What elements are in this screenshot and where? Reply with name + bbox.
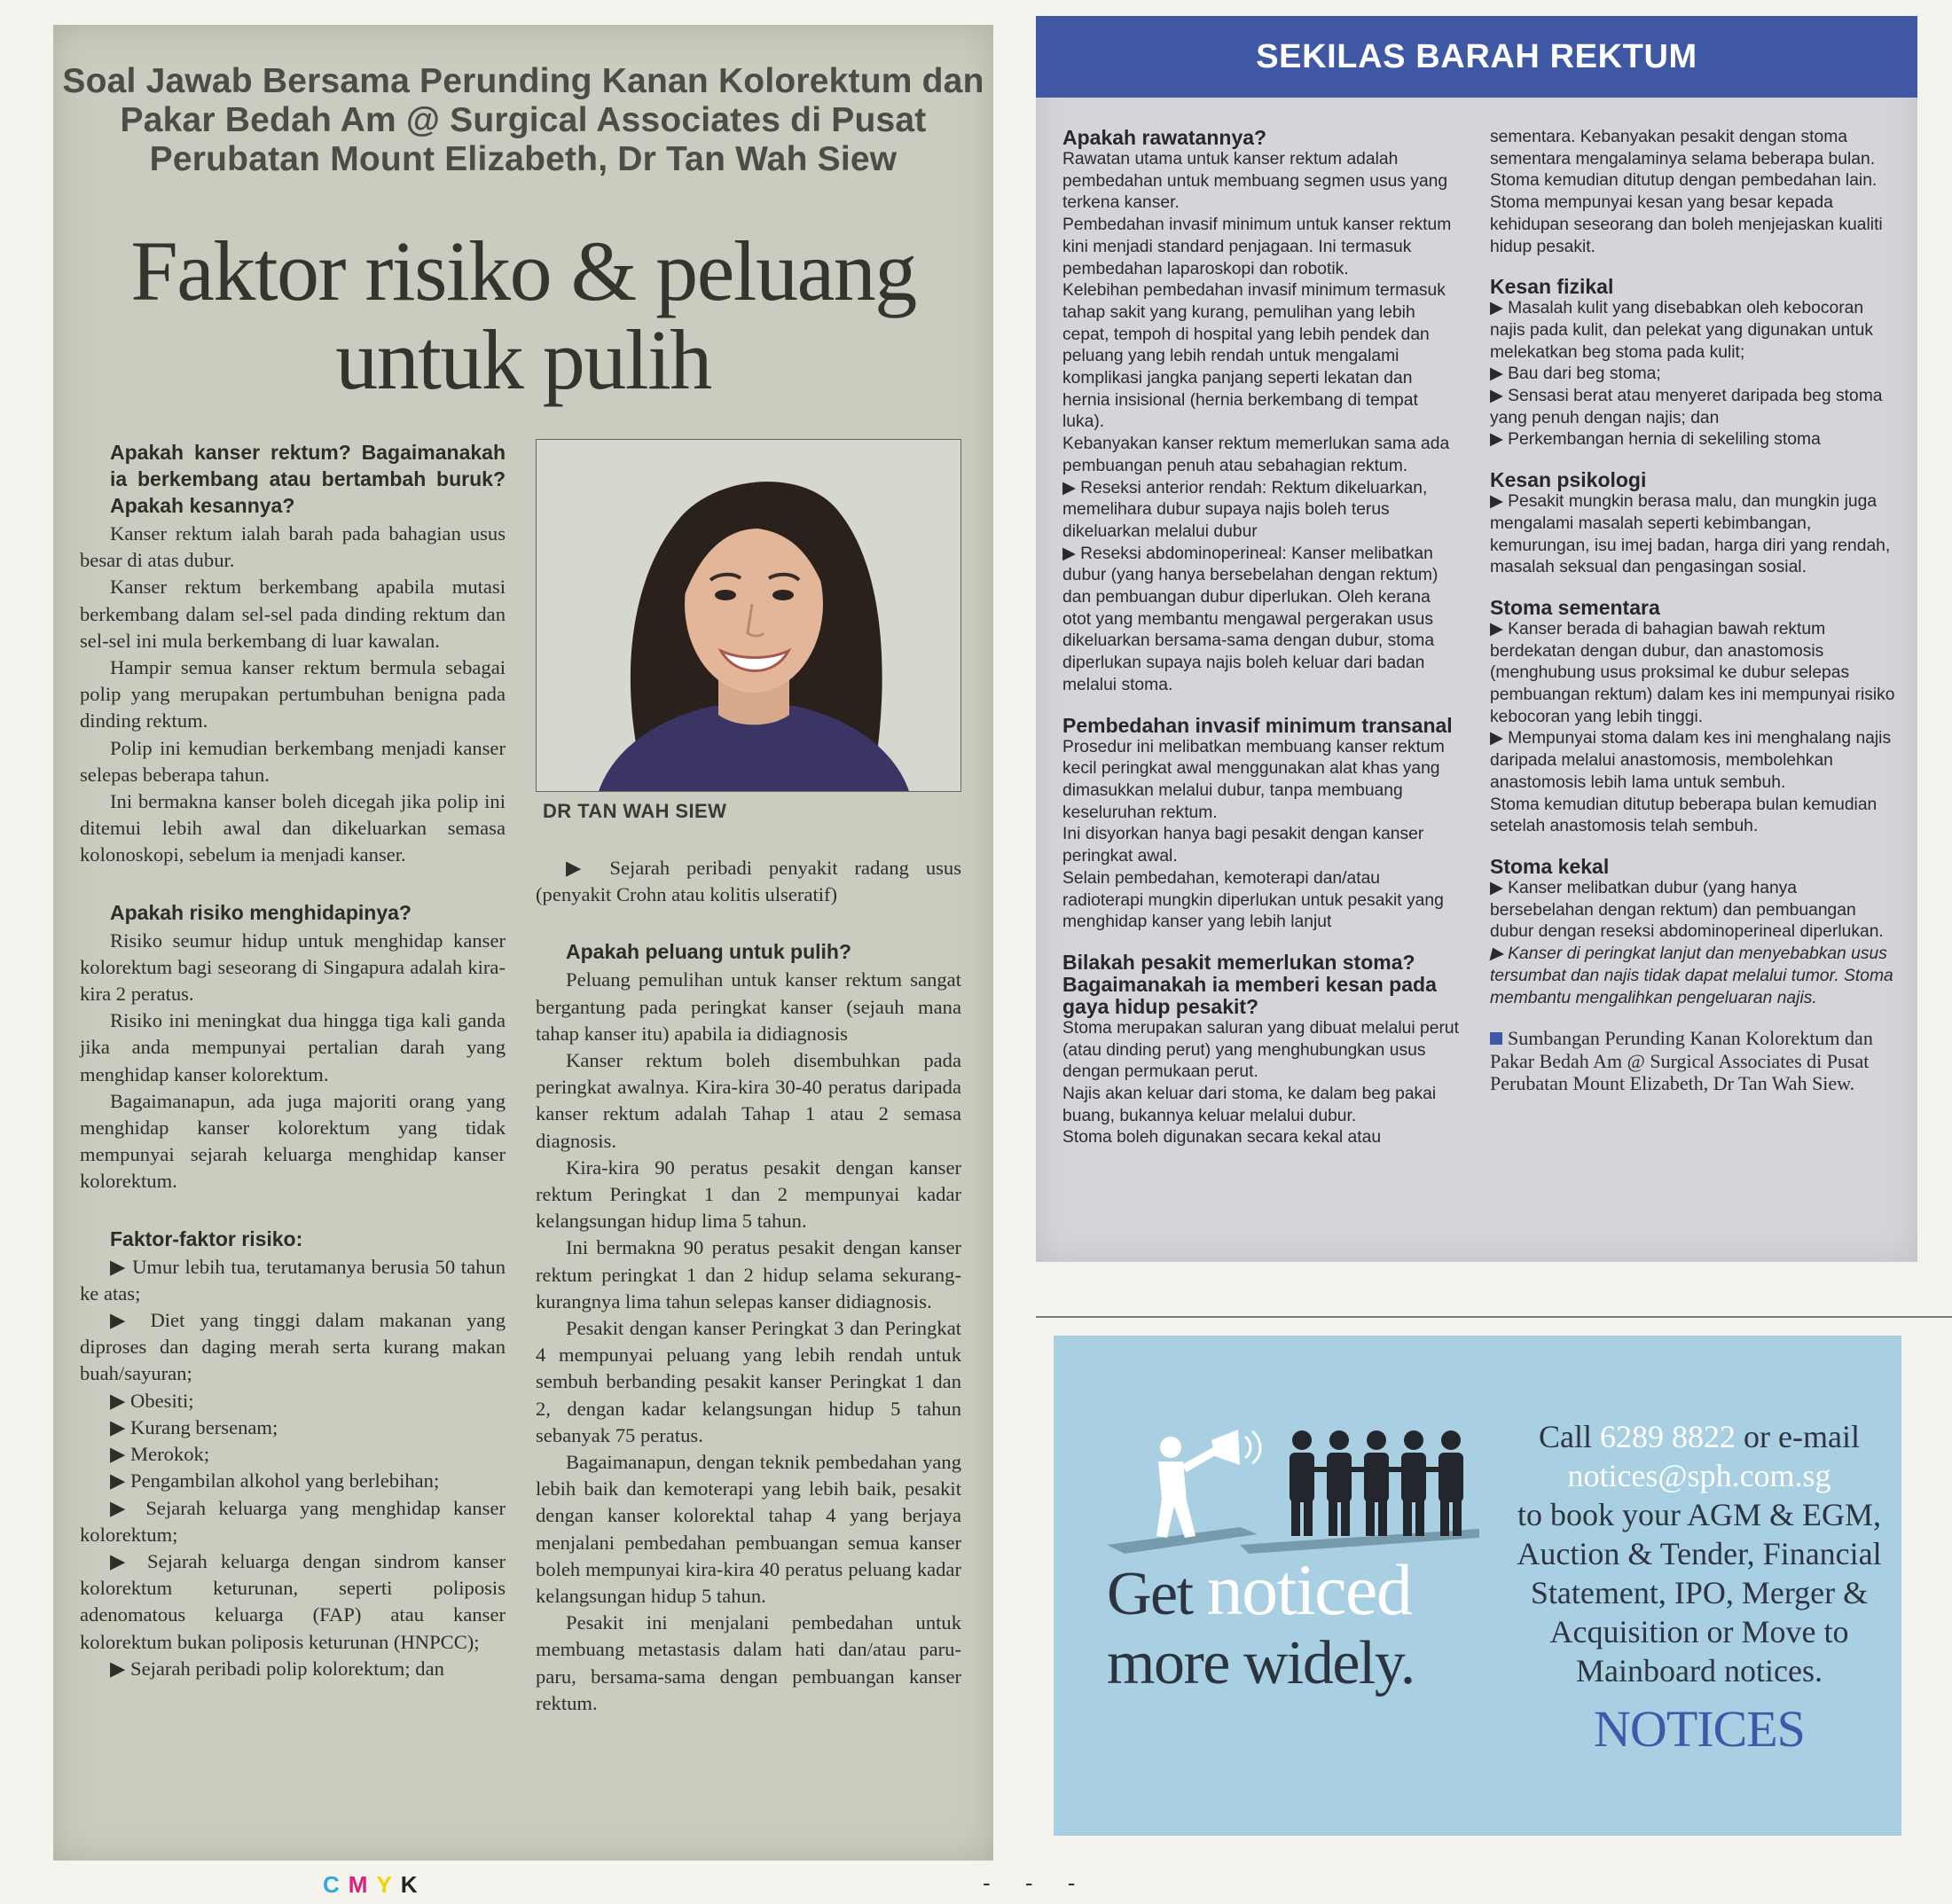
paragraph: Hampir semua kanser rektum bermula sebagai polip yang merupakan pertumbuhan benigna pada dinding rektum. xyxy=(80,656,506,733)
sidebar-bullet: ▶ Kanser berada di bahagian bawah rektum berdekatan dengan dubur, dan anastomosis (menghubung usus proksimal ke dubur selepas pembuangan rektum) dalam kes ini mempunyai risiko kebocoran yang lebih tinggi. xyxy=(1490,619,1895,726)
risk-bullet: ▶ Kurang bersenam; xyxy=(110,1415,278,1438)
sidebar-paragraph: Pembedahan invasif minimum untuk kanser rektum kini menjadi standard penjagaan. Ini termasuk pembedahan laparoskopi dan robotik. xyxy=(1062,215,1452,278)
slogan-part: more widely. xyxy=(1107,1629,1415,1697)
sidebar-paragraph: sementara. Kebanyakan pesakit dengan stoma sementara mengalaminya selama beberapa bulan. Stoma kemudian ditutup dengan pembedahan lain. xyxy=(1490,128,1878,191)
article-headline xyxy=(53,223,993,407)
sidebar-heading: Apakah rawatannya? xyxy=(1062,126,1267,149)
paragraph: Risiko seumur hidup untuk menghidap kanser kolorektum bagi seseorang di Singapura adalah kira-kira 2 peratus. xyxy=(80,928,506,1006)
sidebar-paragraph: Stoma mempunyai kesan yang besar kepada kehidupan seseorang dan boleh menjejaskan kualiti hidup pesakit. xyxy=(1490,193,1883,256)
portrait-photo xyxy=(536,439,961,792)
sidebar-bullet: ▶ Masalah kulit yang disebabkan oleh kebocoran najis pada kulit, dan pelekat yang digunakan untuk melekatkan beg stoma pada kulit; xyxy=(1490,299,1874,362)
sidebar-bullet: ▶ Bau dari beg stoma; xyxy=(1490,364,1661,384)
sidebar-paragraph: Kebanyakan kanser rektum memerlukan sama ada pembuangan penuh atau sebahagian rektum. xyxy=(1062,435,1450,475)
risk-bullet: ▶ Umur lebih tua, terutamanya berusia 50 tahun ke atas; xyxy=(80,1255,506,1305)
photo-caption: DR TAN WAH SIEW xyxy=(543,800,727,822)
paragraph: Ini bermakna kanser boleh dicegah jika polip ini ditemui lebih awal dan dikeluarkan semasa kolonoskopi, sebelum ia menjadi kanser. xyxy=(80,790,506,866)
sidebar-paragraph: Prosedur ini melibatkan membuang kanser rektum kecil peringkat awal menggunakan alat khas yang dimasukkan melalui dubur, tanpa membuang keseluruhan rektum. xyxy=(1062,737,1445,822)
sidebar-column-2 xyxy=(1490,127,1898,1095)
risk-bullet: ▶ Sejarah keluarga dengan sindrom kanser kolorektum keturunan, seperti poliposis adenomatous keluarga (FAP) atau kanser kolorektum bukan poliposis keturunan (HNPCC); xyxy=(80,1549,506,1653)
megaphone-crowd-icon xyxy=(1107,1421,1479,1554)
paragraph: Pesakit dengan kanser Peringkat 3 dan Peringkat 4 mempunyai peluang yang lebih rendah untuk sembuh berbanding pesakit kanser Peringkat 1 dan 2, dengan kadar kelangsungan hidup 5 tahun sebanyak 75 peratus. xyxy=(536,1317,961,1446)
paragraph: Pesakit ini menjalani pembedahan untuk membuang metastasis dalam hati dan/atau paru-paru, bersama-sama dengan pembuangan kanser rektum. xyxy=(536,1611,961,1714)
headline-line: untuk pulih xyxy=(335,312,711,407)
headline-line: Faktor risiko & peluang xyxy=(130,223,916,318)
sidebar-heading: Stoma kekal xyxy=(1490,854,1610,878)
question-heading: Faktor-faktor risiko: xyxy=(110,1226,303,1250)
ad-text: Call xyxy=(1539,1419,1601,1454)
notices-logo: NOTICES xyxy=(1594,1700,1805,1758)
sidebar-bullet: ▶ Perkembangan hernia di sekeliling stoma xyxy=(1490,430,1821,450)
sidebar-bullet: ▶ Mempunyai stoma dalam kes ini menghalang najis daripada melalui anastomosis, membolehkan anastomosis lebih lama untuk sembuh. xyxy=(1490,729,1892,792)
question-heading: Apakah kanser rektum? Bagaimanakah ia berkembang atau bertambah buruk? Apakah kesannya? xyxy=(110,441,506,517)
cmyk-letter: M xyxy=(348,1871,377,1898)
risk-bullet: ▶ Sejarah peribadi polip kolorektum; dan xyxy=(110,1657,444,1680)
paragraph: Kanser rektum berkembang apabila mutasi berkembang dalam sel-sel pada dinding rektum dan sel-sel ini mula berkembang di luar kawalan. xyxy=(80,576,506,652)
footer-dashes: - - - xyxy=(983,1869,1090,1896)
sidebar-paragraph: Selain pembedahan, kemoterapi dan/atau radioterapi mungkin diperlukan untuk pesakit yang menghidap kanser yang lebih lanjut xyxy=(1062,868,1444,932)
cmyk-registration xyxy=(323,1871,427,1899)
sidebar-box xyxy=(1036,16,1917,1262)
sidebar-heading: Stoma sementara xyxy=(1490,595,1660,619)
sidebar-bullet: ▶ Pesakit mungkin berasa malu, dan mungkin juga mengalami masalah seperti kebimbangan, kemurungan, isu imej badan, harga diri yang rendah, masalah seksual dan pengasingan sosial. xyxy=(1490,492,1891,577)
paragraph: Peluang pemulihan untuk kanser rektum sangat bergantung pada peringkat kanser (sejauh mana tahap kanser itu) apabila ia didiagnosis xyxy=(536,968,961,1045)
kicker-line: Perubatan Mount Elizabeth, Dr Tan Wah Siew xyxy=(149,140,898,178)
portrait-illustration xyxy=(537,440,960,791)
sidebar-bullet: ▶ Kanser melibatkan dubur (yang hanya bersebelahan dengan rektum) dan pembuangan dubur dengan reseksi abdominoperineal diperlukan. xyxy=(1490,878,1884,942)
sidebar-heading: Kesan fizikal xyxy=(1490,275,1614,299)
sidebar-paragraph: Kelebihan pembedahan invasif minimum termasuk tahap sakit yang kurang, pemulihan yang lebih cepat, tempoh di hospital yang lebih pendek dan peluang yang lebih rendah untuk mengalami komplikasi jangka panjang seperti lekatan dan hernia insisional (hernia berkembang di tempat luka). xyxy=(1062,281,1446,432)
risk-bullet: ▶ Merokok; xyxy=(110,1443,210,1466)
question-heading: Apakah peluang untuk pulih? xyxy=(566,940,851,964)
ad-contact-block xyxy=(1513,1417,1885,1690)
article-column-2 xyxy=(536,855,961,1717)
sidebar-paragraph: Ini disyorkan hanya bagi pesakit dengan kanser peringkat awal. xyxy=(1062,825,1424,866)
article-kicker xyxy=(53,62,993,179)
sidebar-paragraph: Stoma kemudian ditutup beberapa bulan kemudian setelah anastomosis telah sembuh. xyxy=(1490,795,1878,836)
sidebar-paragraph: Rawatan utama untuk kanser rektum adalah pembedahan untuk membuang segmen usus yang terkena kanser. xyxy=(1062,150,1448,213)
sidebar-title: SEKILAS BARAH REKTUM xyxy=(1036,16,1917,98)
risk-bullet: ▶ Sejarah peribadi penyakit radang usus (penyakit Crohn atau kolitis ulseratif) xyxy=(536,857,961,906)
risk-bullet: ▶ Pengambilan alkohol yang berlebihan; xyxy=(110,1469,440,1493)
ad-text: or e-mail xyxy=(1736,1419,1860,1454)
cmyk-letter: C xyxy=(323,1871,349,1898)
section-divider xyxy=(1036,1316,1952,1318)
credit-text: Sumbangan Perunding Kanan Kolorektum dan Pakar Bedah Am @ Surgical Associates di Pusat Perubatan Mount Elizabeth, Dr Tan Wah Siew. xyxy=(1490,1027,1873,1095)
sidebar-paragraph: Stoma boleh digunakan secara kekal atau xyxy=(1062,1128,1382,1148)
sidebar-heading: Pembedahan invasif minimum transanal xyxy=(1062,713,1453,737)
article-column-1 xyxy=(80,439,506,1682)
risk-bullet: ▶ Diet yang tinggi dalam makanan yang diproses dan daging merah serta kurang makan buah/sayuran; xyxy=(80,1309,506,1385)
paragraph: Kira-kira 90 peratus pesakit dengan kanser rektum Peringkat 1 dan 2 mempunyai kadar kelangsungan hidup lima 5 tahun. xyxy=(536,1156,961,1233)
sidebar-bullet: ▶ Reseksi anterior rendah: Rektum dikeluarkan, memelihara dubur supaya najis boleh terus dikeluarkan melalui dubur xyxy=(1062,478,1428,541)
paragraph: Kanser rektum ialah barah pada bahagian usus besar di atas dubur. xyxy=(80,522,506,572)
paragraph: Bagaimanapun, dengan teknik pembedahan yang lebih baik dan kemoterapi yang lebih baik, pesakit dengan kanser kolorektal tahap 4 yang berjaya menjalani pembedahan pembuangan semua kanser boleh mempunyai kira-kira 40 peratus peluang kadar kelangsungan hidup 5 tahun. xyxy=(536,1451,961,1608)
paragraph: Bagaimanapun, ada juga majoriti orang yang menghidap kanser kolorektum yang tidak mempunyai sejarah keluarga menghidap kanser kolorektum. xyxy=(80,1089,506,1193)
risk-bullet: ▶ Sejarah keluarga yang menghidap kanser kolorektum; xyxy=(80,1496,506,1546)
kicker-line: Pakar Bedah Am @ Surgical Associates di Pusat xyxy=(120,101,927,139)
cmyk-letter: K xyxy=(400,1871,427,1898)
ad-body-text: to book your AGM & EGM, Auction & Tender, Financial Statement, IPO, Merger & Acquisition or Move to Mainboard notices. xyxy=(1517,1497,1882,1689)
slogan-part: Get xyxy=(1107,1560,1207,1628)
kicker-line: Soal Jawab Bersama Perunding Kanan Kolorektum dan xyxy=(62,62,984,100)
sidebar-bullet: ▶ Reseksi abdominoperineal: Kanser melibatkan dubur (yang hanya bersebelahan dengan rektum) dan pembuangan dubur diperlukan. Oleh kerana otot yang membantu mengawal pergerakan usus dikeluarkan bersama-sama dengan dubur, stoma diperlukan supaya najis boleh keluar dari badan melalui stoma. xyxy=(1062,544,1439,694)
sidebar-heading: Kesan psikologi xyxy=(1490,468,1647,492)
sidebar-bullet: ▶ Kanser di peringkat lanjut dan menyebabkan usus tersumbat dan najis tidak dapat melalui tumor. Stoma membantu mengalihkan pengeluaran najis. xyxy=(1490,944,1893,1007)
sidebar-paragraph: Najis akan keluar dari stoma, ke dalam beg pakai buang, bukannya keluar melalui dubur. xyxy=(1062,1085,1437,1125)
question-heading: Apakah risiko menghidapinya? xyxy=(110,900,412,924)
phone-number: 6289 8822 xyxy=(1600,1419,1736,1454)
paragraph: Kanser rektum boleh disembuhkan pada peringkat awalnya. Kira-kira 30-40 peratus daripada kanser rektum adalah Tahap 1 atau 2 semasa diagnosis. xyxy=(536,1049,961,1152)
sidebar-credit xyxy=(1490,1027,1898,1095)
cmyk-letter: Y xyxy=(376,1871,401,1898)
paragraph: Polip ini kemudian berkembang menjadi kanser selepas beberapa tahun. xyxy=(80,736,506,786)
paragraph: Ini bermakna 90 peratus pesakit dengan kanser rektum peringkat 1 dan 2 hidup selama sekurang-kurangnya lima tahun selepas kanser didiagnosis. xyxy=(536,1236,961,1312)
email-address: notices@sph.com.sg xyxy=(1567,1458,1831,1493)
risk-bullet: ▶ Obesiti; xyxy=(110,1389,194,1412)
slogan-highlight: noticed xyxy=(1206,1549,1412,1630)
sidebar-paragraph: Stoma merupakan saluran yang dibuat melalui perut (atau dinding perut) yang menghubungkan usus dengan permukaan perut. xyxy=(1062,1018,1459,1082)
paragraph: Risiko ini meningkat dua hingga tiga kali ganda jika anda mempunyai pertalian darah yang menghidap kanser kolorektum. xyxy=(80,1009,506,1085)
notices-advertisement xyxy=(1054,1336,1901,1836)
square-bullet-icon xyxy=(1490,1032,1502,1045)
sidebar-heading: Bilakah pesakit memerlukan stoma? Bagaimanakah ia memberi kesan pada gaya hidup pesakit? xyxy=(1062,950,1437,1018)
sidebar-column-1 xyxy=(1062,127,1463,1149)
ad-slogan xyxy=(1107,1549,1497,1698)
sidebar-bullet: ▶ Sensasi berat atau menyeret daripada beg stoma yang penuh dengan najis; dan xyxy=(1490,387,1883,427)
